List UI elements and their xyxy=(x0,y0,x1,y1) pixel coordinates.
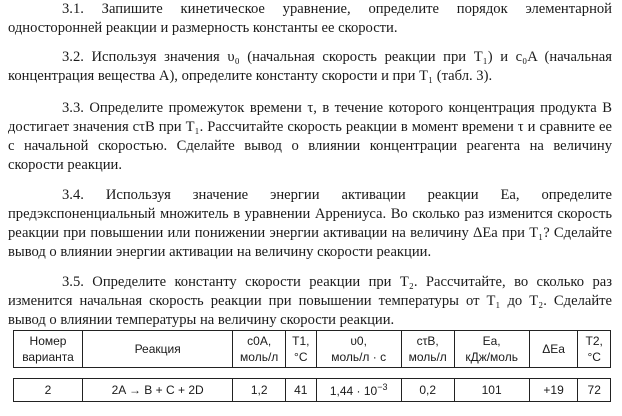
header-delta-ea: ΔEa xyxy=(529,331,578,368)
paragraph-3-3-text: 3.3. Определите промежуток времени τ, в течение которого концентрация продукта B достигает значения cτB при T₁. Рассчитайте скорость реакции в момент времени τ и сравните ее с начальной скоростью. Сделайте вывод о влиянии концентрации реагента на величину скорости реакции. xyxy=(8,100,612,173)
header-ea: Ea, кДж/моль xyxy=(454,331,529,368)
paragraph-3-5 xyxy=(8,273,612,330)
header-c0a: c0A, моль/л xyxy=(233,331,286,368)
cell-v0-base: 1,44 · 10 xyxy=(329,384,378,398)
table-row xyxy=(14,379,611,402)
header-t2: T2, °C xyxy=(578,331,611,368)
header-v0: υ0, моль/л · с xyxy=(316,331,401,368)
paragraph-3-5-text: 3.5. Определите константу скорости реакции при T₂. Рассчитайте, во сколько раз изменится начальная скорость реакции при повышении температуры от T₁ до T₂. Сделайте вывод о влиянии температуры на величину скорости реакции. xyxy=(8,274,612,328)
header-variant: Номер варианта xyxy=(14,331,83,368)
cell-t1: 41 xyxy=(286,379,316,402)
header-reaction: Реакция xyxy=(83,331,233,368)
paragraph-3-4 xyxy=(8,186,612,262)
cell-t2: 72 xyxy=(578,379,611,402)
paragraph-3-3 xyxy=(8,99,612,175)
cell-c0a: 1,2 xyxy=(233,379,286,402)
paragraph-3-2 xyxy=(8,48,612,86)
table-header-row xyxy=(14,331,611,368)
paragraph-3-1-text: 3.1. Запишите кинетическое уравнение, определите порядок элементарной односторонней реакции и размерность константы ее скорости. xyxy=(8,1,612,36)
cell-ctb: 0,2 xyxy=(401,379,454,402)
cell-reaction: 2A → B + C + 2D xyxy=(83,379,233,402)
paragraph-3-2-text: 3.2. Используя значения υ₀ (начальная скорость реакции при T₁) и c₀A (начальная концентрация вещества A), определите константу скорости и при T₁ (табл. 3). xyxy=(8,49,612,84)
cell-v0 xyxy=(316,379,401,402)
cell-ea: 101 xyxy=(454,379,529,402)
cell-delta-ea: +19 xyxy=(529,379,578,402)
paragraph-3-1 xyxy=(8,0,612,38)
paragraph-3-4-text: 3.4. Используя значение энергии активации реакции Ea, определите предэкспоненциальный множитель в уравнении Аррениуса. Во сколько раз изменится скорость реакции при повышении или понижении энергии активации на величину ΔEa при T₁? Сделайте вывод о влиянии энергии активации на величину скорости реакции. xyxy=(8,187,612,260)
header-t1: T1, °C xyxy=(286,331,316,368)
variant-data-table xyxy=(13,330,611,402)
cell-v0-exponent: −3 xyxy=(377,382,388,392)
header-ctb: cτB, моль/л xyxy=(401,331,454,368)
table-spacer-row xyxy=(14,368,611,379)
cell-variant: 2 xyxy=(14,379,83,402)
